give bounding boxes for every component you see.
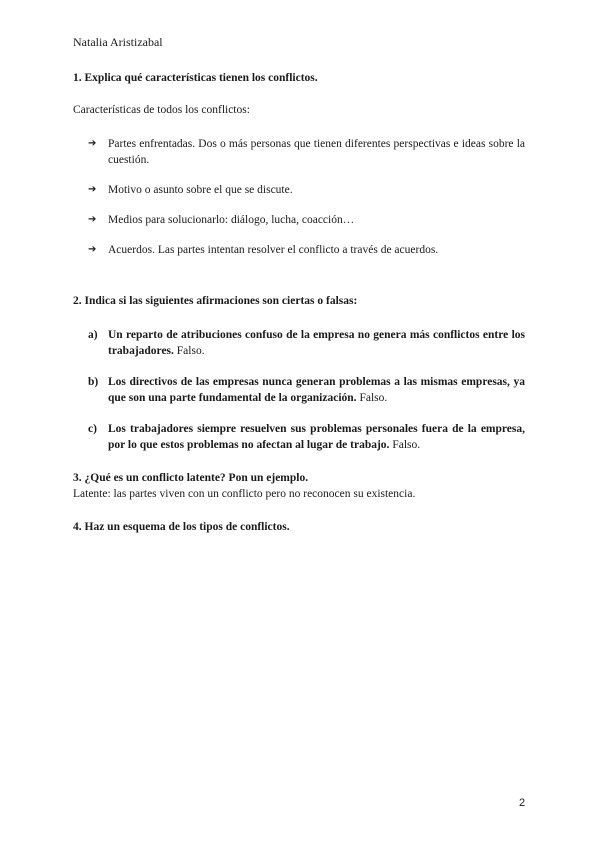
arrow-icon: ➔ (88, 138, 97, 149)
list-item-text: Partes enfrentadas. Dos o más personas que tienen diferentes perspectivas e ideas sobre la cuestión. (108, 138, 525, 166)
statement-text: Un reparto de atribuciones confuso de la empresa no genera más conflictos entre los trabajadores. (108, 329, 525, 357)
question-4-title: 4. Haz un esquema de los tipos de conflictos. (73, 521, 290, 533)
question-2-title: 2. Indica si las siguientes afirmaciones son ciertas o falsas: (73, 295, 358, 307)
page-number: 2 (519, 797, 526, 809)
statement-answer: Falso. (173, 345, 205, 357)
item-letter: c) (88, 423, 97, 435)
list-item (88, 374, 525, 406)
list-item (88, 242, 525, 258)
question-3-answer: Latente: las partes viven con un conflicto pero no reconocen su existencia. (73, 488, 416, 500)
list-item (88, 421, 525, 453)
item-letter: b) (88, 376, 99, 388)
question-1-intro: Características de todos los conflictos: (73, 104, 250, 116)
author-name: Natalia Aristizabal (73, 35, 163, 49)
list-item (88, 136, 525, 168)
statements-list (88, 327, 525, 468)
list-item (88, 212, 525, 228)
statement-text: Los trabajadores siempre resuelven sus problemas personales fuera de la empresa, por lo que estos problemas no afectan al lugar de trabajo. (108, 423, 525, 451)
characteristics-list (88, 136, 525, 272)
statement-answer: Falso. (356, 392, 388, 404)
list-item-text: Motivo o asunto sobre el que se discute. (108, 184, 293, 196)
list-item (88, 182, 525, 198)
statement-text: Los directivos de las empresas nunca generan problemas a las mismas empresas, ya que son una parte fundamental de la organización. (108, 376, 525, 404)
question-3-title: 3. ¿Qué es un conflicto latente? Pon un ejemplo. (73, 472, 309, 484)
list-item-text: Medios para solucionarlo: diálogo, lucha, coacción… (108, 214, 355, 226)
arrow-icon: ➔ (88, 184, 97, 195)
list-item (88, 327, 525, 359)
list-item-text: Acuerdos. Las partes intentan resolver el conflicto a través de acuerdos. (108, 244, 439, 256)
arrow-icon: ➔ (88, 244, 97, 255)
statement-answer: Falso. (389, 439, 421, 451)
question-1-title: 1. Explica qué características tienen los conflictos. (73, 72, 318, 84)
item-letter: a) (88, 329, 98, 341)
arrow-icon: ➔ (88, 214, 97, 225)
